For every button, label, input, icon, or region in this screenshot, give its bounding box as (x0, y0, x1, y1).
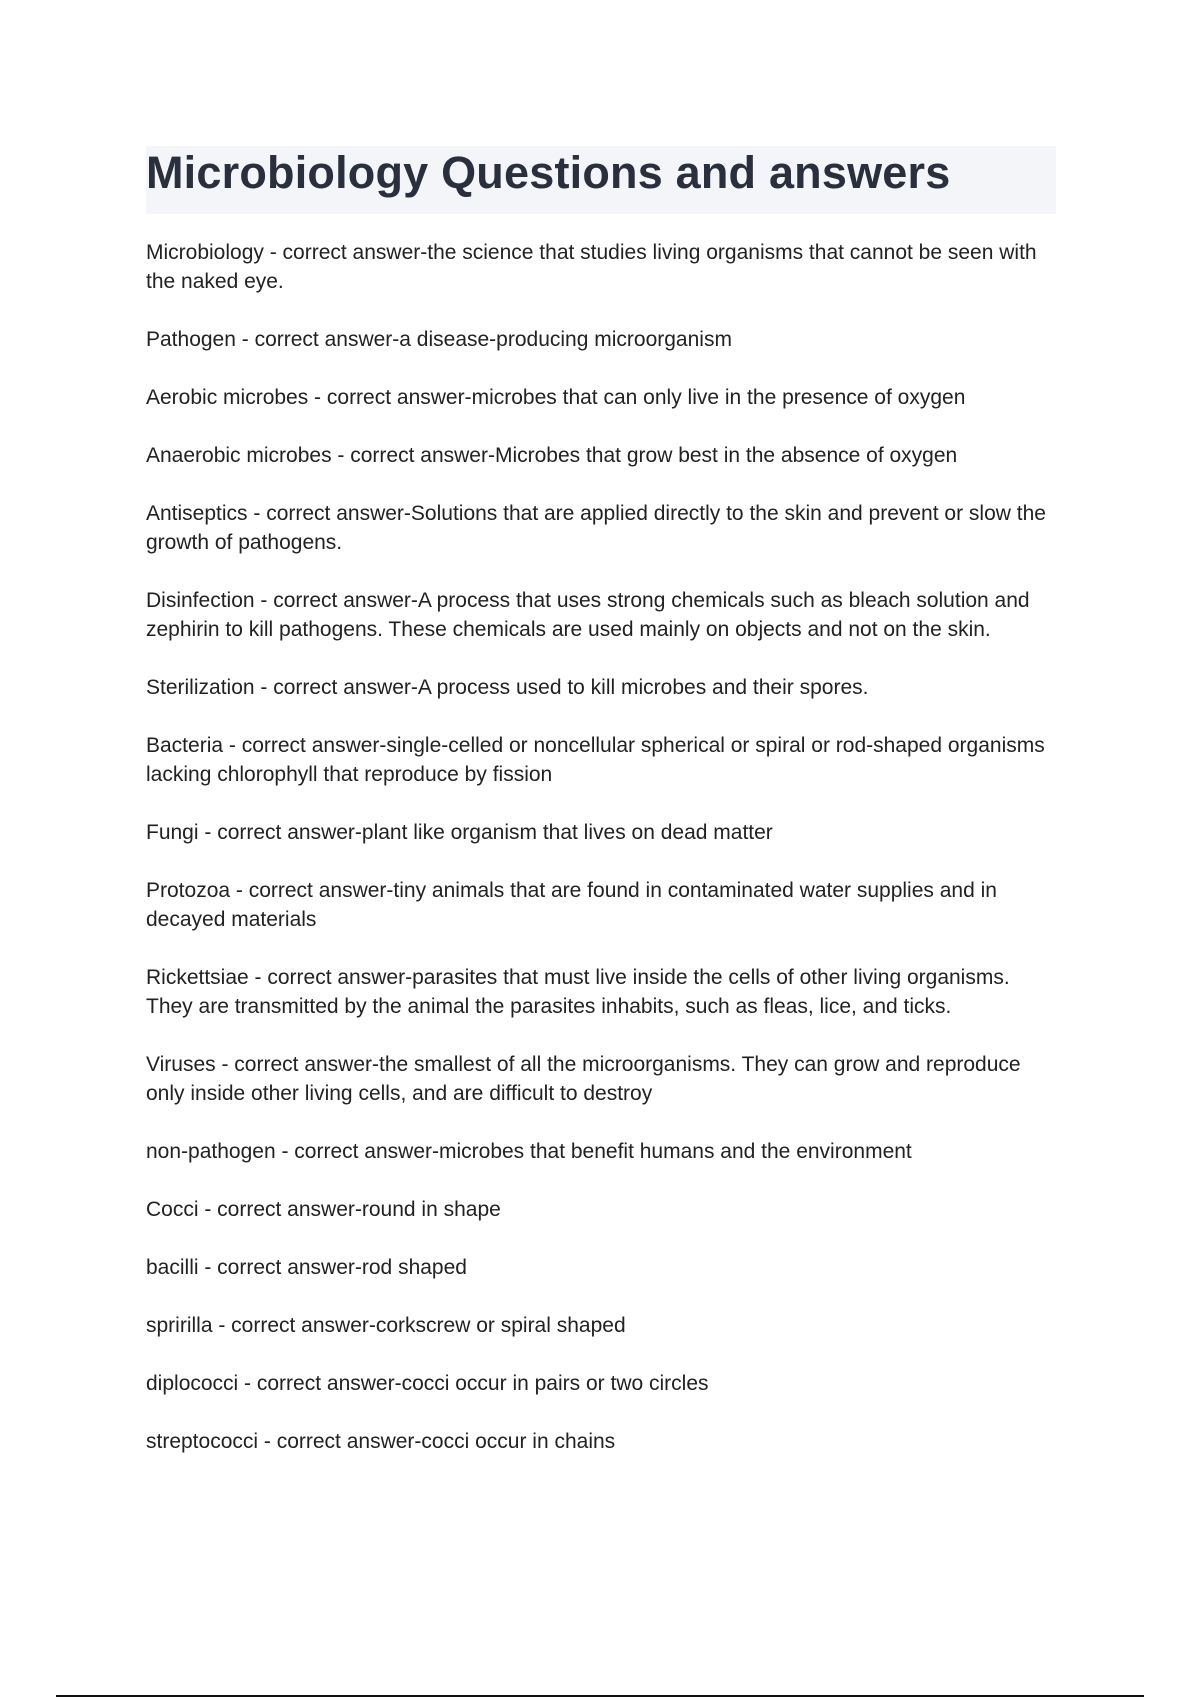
qa-entry: Rickettsiae - correct answer-parasites that must live inside the cells of other living organisms. They are transmitted by the animal the parasites inhabits, such as fleas, lice, and ticks. (146, 966, 1010, 1018)
qa-entry: Fungi - correct answer-plant like organism that lives on dead matter (146, 821, 773, 844)
footer-rule (56, 1695, 1144, 1697)
qa-entry: Cocci - correct answer-round in shape (146, 1198, 501, 1221)
qa-entry: Aerobic microbes - correct answer-microbes that can only live in the presence of oxygen (146, 386, 966, 409)
qa-entry: streptococci - correct answer-cocci occur in chains (146, 1430, 616, 1453)
qa-entry: Viruses - correct answer-the smallest of all the microorganisms. They can grow and reproduce only inside other living cells, and are difficult to destroy (146, 1053, 1021, 1105)
qa-entry: diplococci - correct answer-cocci occur in pairs or two circles (146, 1372, 709, 1395)
qa-entry: Pathogen - correct answer-a disease-producing microorganism (146, 328, 732, 351)
qa-entry: Protozoa - correct answer-tiny animals that are found in contaminated water supplies and in decayed materials (146, 879, 997, 931)
qa-list (146, 238, 1058, 1485)
qa-entry: Bacteria - correct answer-single-celled or noncellular spherical or spiral or rod-shaped organisms lacking chlorophyll that reproduce by fission (146, 734, 1045, 786)
qa-entry: non-pathogen - correct answer-microbes that benefit humans and the environment (146, 1140, 912, 1163)
qa-entry: Disinfection - correct answer-A process that uses strong chemicals such as bleach solution and zephirin to kill pathogens. These chemicals are used mainly on objects and not on the skin. (146, 589, 1030, 641)
qa-entry: bacilli - correct answer-rod shaped (146, 1256, 467, 1279)
qa-entry: spririlla - correct answer-corkscrew or spiral shaped (146, 1314, 626, 1337)
qa-entry: Microbiology - correct answer-the science that studies living organisms that cannot be seen with the naked eye. (146, 241, 1037, 293)
qa-entry: Anaerobic microbes - correct answer-Microbes that grow best in the absence of oxygen (146, 444, 958, 467)
qa-entry: Sterilization - correct answer-A process used to kill microbes and their spores. (146, 676, 869, 699)
qa-entry: Antiseptics - correct answer-Solutions that are applied directly to the skin and prevent or slow the growth of pathogens. (146, 502, 1046, 554)
page-title: Microbiology Questions and answers (146, 147, 951, 198)
